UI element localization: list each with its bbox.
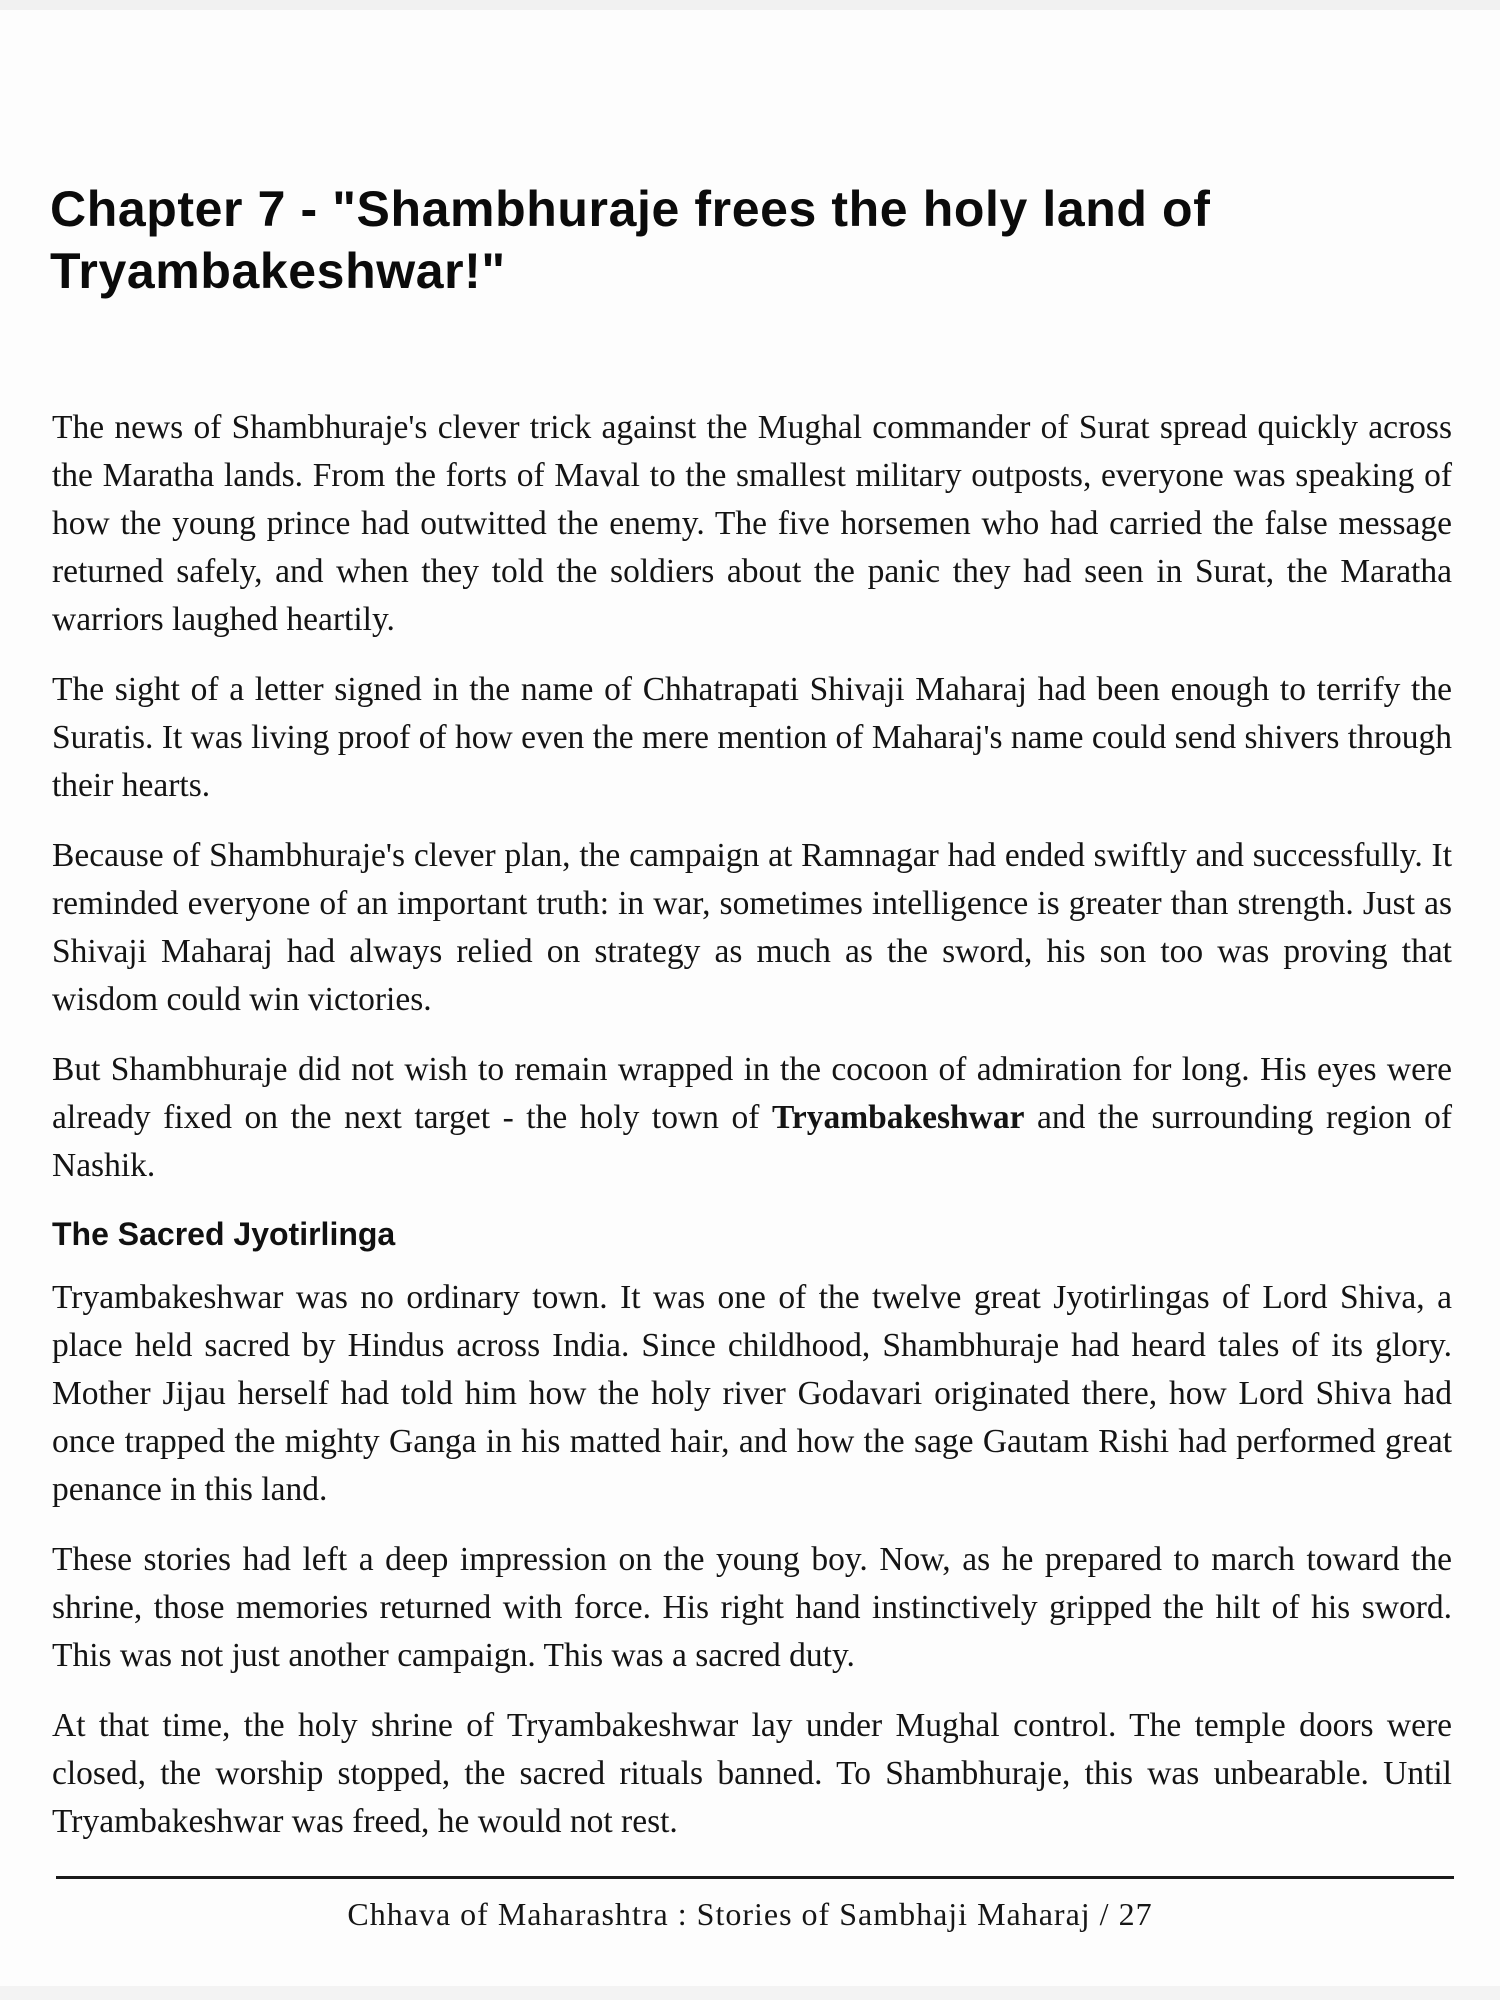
tryambakeshwar-bold-term: Tryambakeshwar bbox=[771, 1099, 1025, 1136]
page-footer: Chhava of Maharashtra : Stories of Sambhaji Maharaj / 27 bbox=[347, 1896, 1153, 1932]
page-top-edge bbox=[0, 0, 1500, 10]
paragraph-1: The news of Shambhuraje's clever trick against the Mughal commander of Surat spread quickly across the Maratha lands. From the forts of Maval to the smallest military outposts, everyone was speaking of how the young prince had outwitted the enemy. The five horsemen who had carried the false message returned safely, and when they told the soldiers about the panic they had seen in Surat, the Maratha warriors laughed heartily. bbox=[52, 409, 1452, 638]
paragraph-4-text-start: But Shambhuraje did not wish to remain wrapped in the cocoon of admiration for long. His eyes were already fixed on the next target - the holy town of bbox=[52, 1051, 1452, 1136]
footer-divider bbox=[56, 1876, 1454, 1879]
paragraph-4 bbox=[52, 1046, 1452, 1190]
paragraph-3: Because of Shambhuraje's clever plan, the campaign at Ramnagar had ended swiftly and successfully. It reminded everyone of an important truth: in war, sometimes intelligence is greater than strength. Just as Shivaji Maharaj had always relied on strategy as much as the sword, his son too was proving that wisdom could win victories. bbox=[52, 837, 1452, 1018]
page-bottom-edge bbox=[0, 1986, 1500, 2000]
paragraph-2: The sight of a letter signed in the name of Chhatrapati Shivaji Maharaj had been enough to terrify the Suratis. It was living proof of how even the mere mention of Maharaj's name could send shivers through their hearts. bbox=[52, 671, 1452, 804]
section-heading: The Sacred Jyotirlinga bbox=[52, 1216, 396, 1252]
section-paragraph-1: Tryambakeshwar was no ordinary town. It was one of the twelve great Jyotirlingas of Lord Shiva, a place held sacred by Hindus across India. Since childhood, Shambhuraje had heard tales of its glory. Mother Jijau herself had told him how the holy river Godavari originated there, how Lord Shiva had once trapped the mighty Ganga in his matted hair, and how the sage Gautam Rishi had performed great penance in this land. bbox=[52, 1279, 1452, 1508]
chapter-body bbox=[52, 404, 1452, 1868]
chapter-title: Chapter 7 - "Shambhuraje frees the holy land of Tryambakeshwar!" bbox=[50, 181, 1211, 299]
section-paragraph-3: At that time, the holy shrine of Tryambakeshwar lay under Mughal control. The temple doors were closed, the worship stopped, the sacred rituals banned. To Shambhuraje, this was unbearable. Until Tryambakeshwar was freed, he would not rest. bbox=[52, 1707, 1452, 1840]
paragraph-4-text-end: and the surrounding region of Nashik. bbox=[52, 1099, 1452, 1184]
section-paragraph-2: These stories had left a deep impression on the young boy. Now, as he prepared to march toward the shrine, those memories returned with force. His right hand instinctively gripped the hilt of his sword. This was not just another campaign. This was a sacred duty. bbox=[52, 1541, 1452, 1674]
